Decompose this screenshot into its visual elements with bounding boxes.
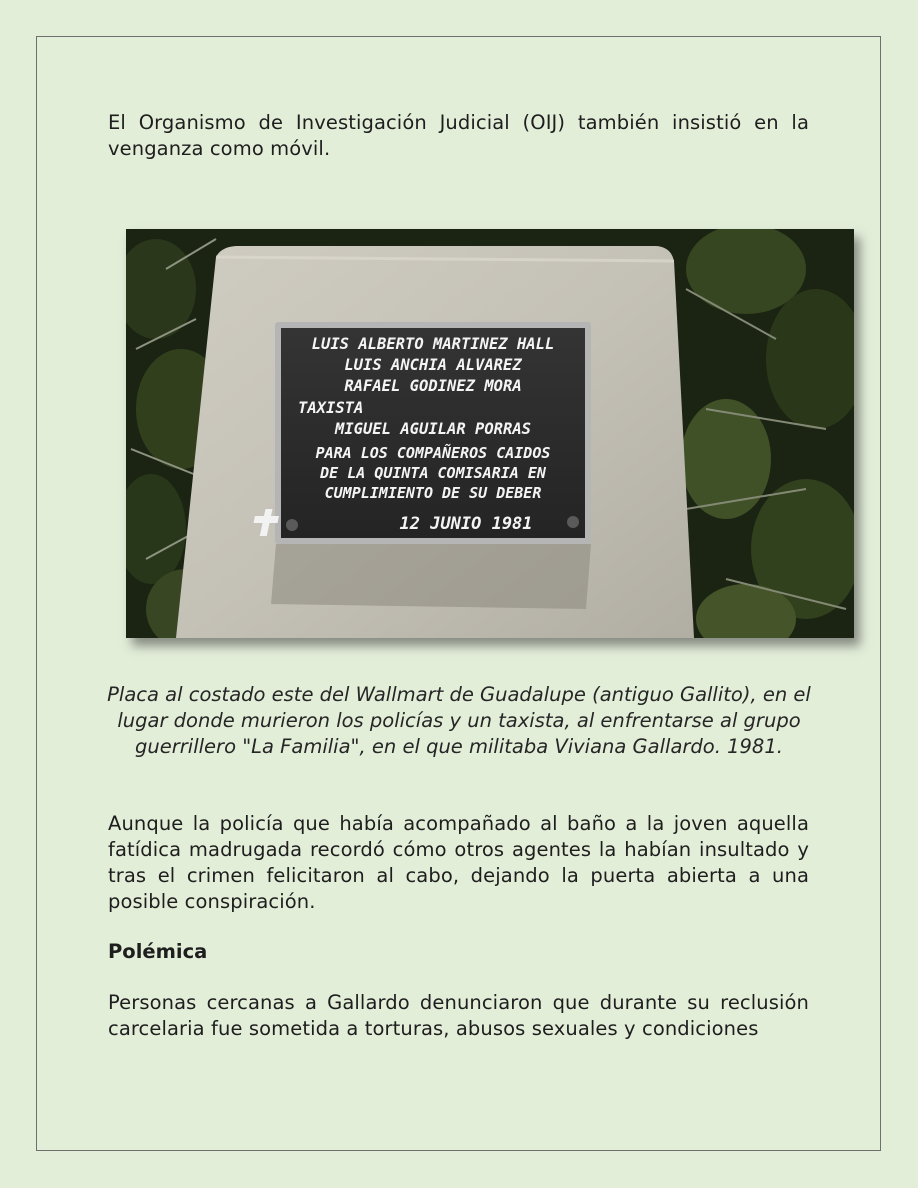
plaque-line-2: LUIS ANCHIA ALVAREZ [344,356,522,374]
paragraph-aunque: Aunque la policía que había acompañado al baño a la joven aquella fatídica madrugada recordó cómo otros agentes la habían insultado y tras el crimen felicitaron al cabo, dejando la puerta abierta a una posible conspiración. [108,812,809,913]
photo-caption: Placa al costado este del Wallmart de Guadalupe (antiguo Gallito), en el lugar donde murieron los policías y un taxista, al enfrentarse al grupo guerrillero "La Familia", en el que militaba Viviana Gallardo. 1981. [107,683,811,758]
plaque-line-4: TAXISTA [298,399,364,417]
plaque-line-8: CUMPLIMIENTO DE SU DEBER [324,484,542,502]
plaque-line-7: DE LA QUINTA COMISARIA EN [320,464,546,482]
paragraph-personas: Personas cercanas a Gallardo denunciaron que durante su reclusión carcelaria fue sometida a torturas, abusos sexuales y condiciones [108,991,809,1040]
plaque-date: 12 JUNIO 1981 [399,514,533,534]
plaque-line-1: LUIS ALBERTO MARTINEZ HALL [311,335,555,353]
screw-left-icon [286,519,298,531]
section-heading: Polémica [108,940,208,963]
memorial-plaque-photo [126,229,854,638]
plaque-line-6: PARA LOS COMPAÑEROS CAIDOS [315,444,551,462]
plaque-line-5: MIGUEL AGUILAR PORRAS [335,420,531,438]
screw-right-icon [567,516,579,528]
paragraph-oij: El Organismo de Investigación Judicial (OIJ) también insistió en la venganza como móvil. [108,111,809,160]
plaque-line-3: RAFAEL GODINEZ MORA [344,377,522,395]
